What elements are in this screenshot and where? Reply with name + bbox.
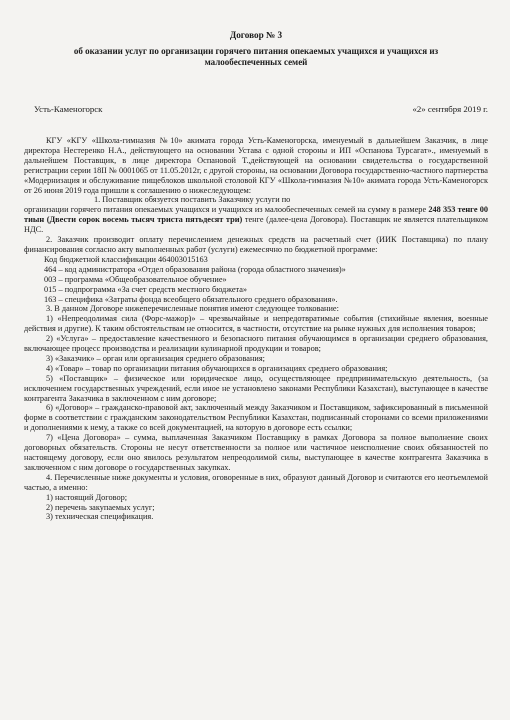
clause-1-first-line: 1. Поставщик обязуется поставить Заказчику услуги по (94, 195, 291, 205)
definition-3: 3) «Заказчик» – орган или организация среднего образования; (46, 353, 265, 363)
definition-5: 5) «Поставщик» – физическое или юридическое лицо, осуществляющее предпринимательскую деятельность, (за исключением государственных учреждений, если иное не установлено законами Республики Казахстан), выступающее в качестве контрагента Заказчика в заключенном с ним договоре; (24, 373, 488, 403)
subtitle-line-1: об оказании услуг по организации горячего питания опекаемых учащихся и учащихся из (73, 46, 439, 56)
city: Усть-Каменогорск (34, 104, 103, 114)
clause-1-text-b: тенге (далее-цена Договора). Поставщик не является плательщиком НДС. (24, 215, 489, 235)
budget-code-1: 464 – код администратора «Отдел образования района (города областного значения)» (44, 264, 346, 274)
contract-subtitle (24, 46, 488, 68)
definition-6: 6) «Договор» – гражданско-правовой акт, заключенный между Заказчиком и Поставщиком, зафиксированный в письменной форме в соответствии с гражданским законодательством Республики Казахстан, подписанный сторонами со всеми приложениями и дополнениями к нему, а также со всей документацией, на которую в договоре есть ссылки; (24, 403, 488, 433)
document-item-1: 1) настоящий Договор; (46, 492, 128, 502)
document-item-3: 3) техническая спецификация. (46, 512, 154, 522)
contract-body (24, 136, 488, 522)
clause-2: 2. Заказчик производит оплату перечислением денежных средств на расчетный счет (ИИК Поставщика) по плану финансирования согласно акту выполненных работ (услуги) ежемесячно по бюджетной программе: (24, 235, 488, 254)
preamble: КГУ «КГУ «Школа-гимназия №10» акимата города Усть-Каменогорска, именуемый в дальнейшем Заказчик, в лице директора Нестеренко Н.А., действующего на основании Устава с одной стороны и ИП «Оспанова Турсагат»., именуемый в дальнейшем Поставщик, в лице директора Оспановой Т.,действующей на основании свидетельства о государственной регистрации серии 18II № 0001065 от 11.05.2012г, с другой стороны, на основании Договора государственно-частного партнерства «Модернизация и обслуживание пищеблоков школьной столовой КГУ «Школа-гимназия №10» акимата города Усть-Каменогорск от 26 июня 2019 года пришли к соглашению о нижеследующем: (24, 136, 488, 195)
definition-1: 1) «Непреодолимая сила (Форс-мажор)» – чрезвычайные и непредотвратимые события (стихийные явления, военные действия и другие). К таким обстоятельствам не относится, в частности, отсутствие на рынке нужных для исполнения товаров; (24, 314, 488, 334)
clause-1-text (24, 205, 488, 235)
definition-7: 7) «Цена Договора» – сумма, выплаченная Заказчиком Поставщику в рамках Договора за полное выполнение своих договорных обязательств. Стороны не несут ответственности за полное или частичное неисполнение своих обязанностей по настоящему договору, если оно явилось результатом непреодолимой силы, выступающее в качестве контрагента Заказчика в заключенном с ним договоре о государственных закупках. (24, 433, 488, 472)
definition-2: 2) «Услуга» – предоставление качественного и безопасного питания обучающимся в организации среднего образования, включающее процесс производства и реализации кулинарной продукции и товаров; (24, 334, 488, 354)
budget-code-3: 015 – подпрограмма «За счет средств местного бюджета» (44, 284, 248, 294)
budget-code-2: 003 – программа «Общеобразовательное обучение» (44, 274, 227, 284)
contract-amount: 248 353 тенге 00 тиын (Двести сорок восемь тысяч триста пятьдесят три) (24, 205, 488, 225)
contract-title: Договор № 3 (229, 30, 283, 40)
budget-code-4: 163 – специфика «Затраты фонда всеобщего обязательного среднего образования». (44, 294, 338, 304)
place-date-line (24, 104, 488, 114)
budget-code-0: Код бюджетной классификации 464003015163 (44, 254, 208, 264)
clause-4: 4. Перечисленные ниже документы и условия, оговоренные в них, образуют данный Договор и считаются его неотъемлемой частью, а именно: (24, 472, 488, 492)
contract-date: «2» сентября 2019 г. (412, 104, 488, 114)
clause-1-text-a: организации горячего питания опекаемых учащихся и учащихся из малообеспеченных семей на сумму в размере (24, 205, 427, 215)
subtitle-line-2: малообеспеченных семей (204, 57, 308, 67)
definition-4: 4) «Товар» – товар по организации питания обучающихся в организациях среднего образования; (46, 363, 388, 373)
clause-3: 3. В данном Договоре нижеперечисленные понятия имеют следующее толкование: (46, 304, 339, 314)
document-item-2: 2) перечень закупаемых услуг; (46, 502, 155, 512)
